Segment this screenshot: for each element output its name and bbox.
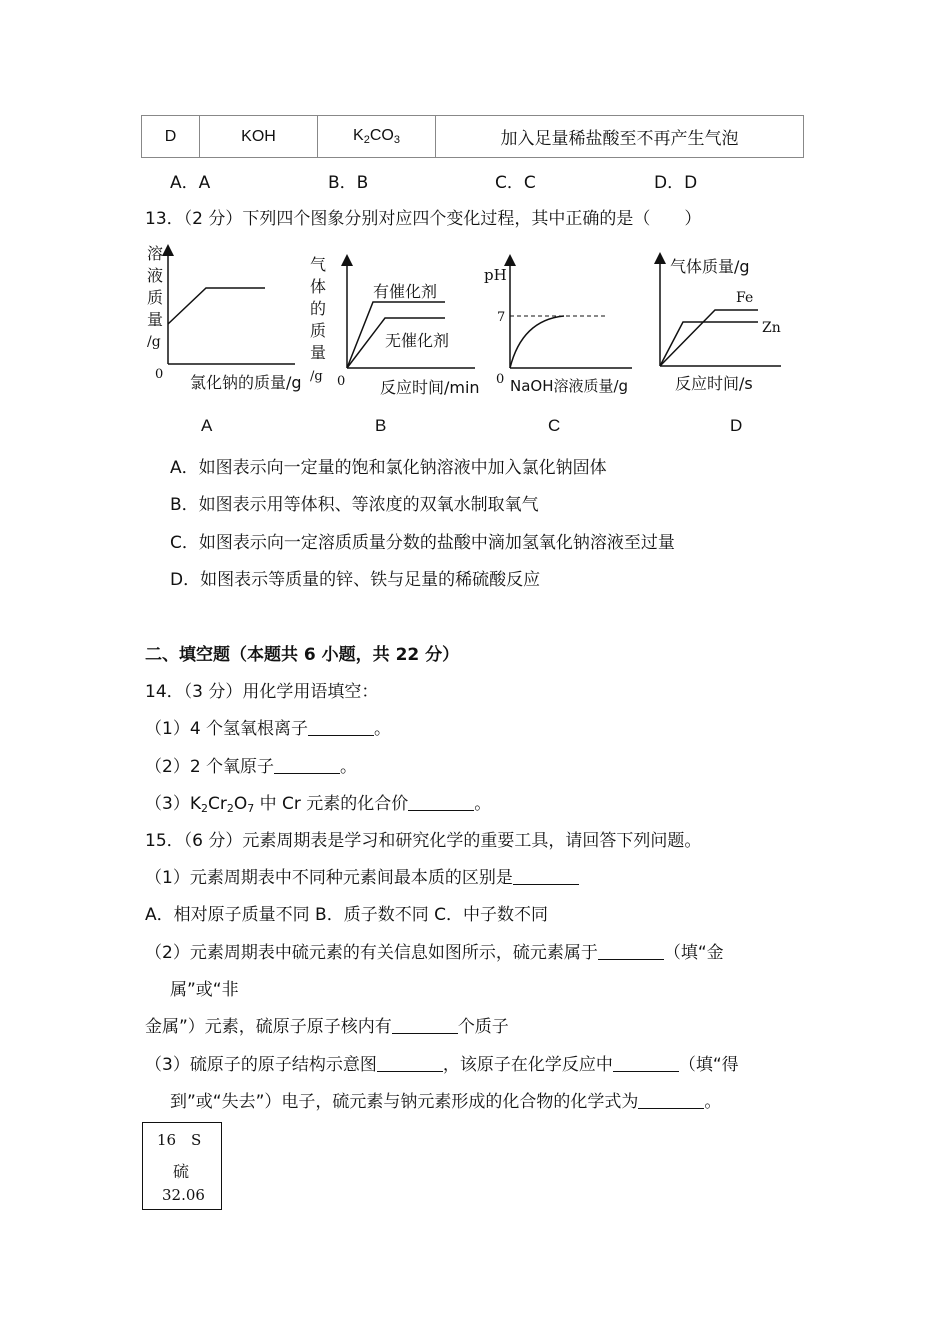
graph-a-ylabel-1: 溶 — [147, 244, 164, 263]
graph-b-ylabel-1: 气 — [310, 255, 327, 274]
graph-b-xlabel: 反应时间/min — [380, 378, 480, 397]
table-row — [142, 116, 804, 158]
graph-caption-a: A — [201, 416, 213, 435]
graph-d — [648, 250, 798, 400]
graph-caption-c: C — [548, 416, 561, 435]
q15-part2-line2: 属”或“非 — [170, 980, 239, 1000]
q15-part1: （1）元素周期表中不同种元素间最本质的区别是 — [145, 863, 579, 888]
answer-blank[interactable] — [613, 1055, 679, 1072]
graph-d-label-zn: Zn — [762, 320, 781, 336]
graph-b-label-catalyst: 有催化剂 — [373, 282, 438, 301]
answer-blank[interactable] — [408, 794, 474, 811]
answer-blank[interactable] — [513, 868, 579, 885]
graph-caption-b: B — [375, 416, 387, 435]
table-cell-method: 加入足量稀盐酸至不再产生气泡 — [436, 116, 804, 158]
q13-option-c: C．如图表示向一定溶质质量分数的盐酸中滴加氢氧化钠溶液至过量 — [170, 533, 675, 553]
graph-a-ylabel-5: /g — [147, 334, 161, 350]
q14-part2: （2）2 个氧原子 。 — [145, 757, 358, 777]
answer-blank[interactable] — [392, 1017, 458, 1034]
graph-caption-d: D — [730, 416, 743, 435]
section-title: 二、填空题（本题共 6 小题，共 22 分） — [145, 645, 460, 665]
q13-option-b: B．如图表示用等体积、等浓度的双氧水制取氧气 — [170, 495, 539, 515]
graph-b-origin: 0 — [337, 374, 346, 389]
q14-part3: $(3)K_2Cr_2O_7$ 中 Cr 元素的化合价 。 — [145, 794, 492, 815]
graph-b-label-nocatalyst: 无催化剂 — [385, 331, 450, 350]
graph-c-ref-label: 7 — [497, 310, 506, 325]
graph-c-curve — [510, 316, 564, 368]
table-cell-substance: KOH — [200, 116, 318, 158]
q14-part1: （1）4 个氢氧根离子 。 — [145, 719, 392, 739]
q15-part2-line3: 金属”）元素，硫原子原子核内有 个质子 — [145, 1017, 509, 1037]
graph-c-ylabel: pH — [484, 266, 507, 284]
q12-choice-d: D．D — [654, 173, 698, 193]
graph-a-ylabel-2: 液 — [147, 266, 164, 285]
graph-c-origin: 0 — [496, 372, 505, 387]
graph-d-ylabel: 气体质量/g — [670, 257, 750, 276]
q12-choice-b: B．B — [328, 173, 369, 193]
q13-stem: 13．（2 分）下列四个图象分别对应四个变化过程，其中正确的是（ ） — [145, 209, 702, 229]
answer-blank[interactable] — [274, 757, 340, 774]
answer-blank[interactable] — [638, 1092, 704, 1109]
element-symbol: S — [191, 1131, 202, 1149]
q15-part1-options: A．相对原子质量不同 B．质子数不同 C．中子数不同 — [145, 905, 548, 925]
options-table — [141, 115, 804, 158]
graph-b-ylabel-3: 的 — [310, 299, 327, 318]
graph-b-ylabel-6: /g — [310, 369, 323, 384]
graph-d-label-fe: Fe — [736, 290, 754, 306]
graph-b — [305, 250, 490, 400]
graph-a-xlabel: 氯化钠的质量/g — [190, 373, 302, 392]
answer-blank[interactable] — [308, 719, 374, 736]
q15-stem: 15．（6 分）元素周期表是学习和研究化学的重要工具，请回答下列问题。 — [145, 831, 702, 851]
q15-part3-line1: （3）硫原子的原子结构示意图 ，该原子在化学反应中 （填“得 — [145, 1055, 739, 1075]
q13-option-d: D．如图表示等质量的锌、铁与足量的稀硫酸反应 — [170, 570, 541, 590]
graph-a — [140, 238, 310, 398]
graph-d-xlabel: 反应时间/s — [675, 374, 753, 393]
element-mass: 32.06 — [162, 1186, 205, 1204]
graph-a-origin: 0 — [155, 367, 164, 382]
graph-d-curve-zn — [660, 322, 758, 366]
graph-a-curve — [168, 288, 265, 324]
graph-b-ylabel-4: 质 — [310, 321, 327, 340]
graph-a-ylabel-3: 质 — [147, 288, 164, 307]
table-cell-option: D — [142, 116, 200, 158]
q14-stem: 14．（3 分）用化学用语填空： — [145, 682, 379, 702]
q12-choice-a: A．A — [170, 173, 211, 193]
q12-choice-c: C．C — [495, 173, 536, 193]
answer-blank[interactable] — [377, 1055, 443, 1072]
element-number: 16 — [157, 1131, 177, 1149]
table-cell-impurity: $K_2CO_3$ — [318, 116, 436, 158]
element-card — [142, 1122, 222, 1210]
answer-blank[interactable] — [598, 943, 664, 960]
graph-b-ylabel-5: 量 — [310, 343, 327, 362]
q13-option-a: A．如图表示向一定量的饱和氯化钠溶液中加入氯化钠固体 — [170, 458, 607, 478]
q15-part3-line2: 到”或“失去”）电子，硫元素与钠元素形成的化合物的化学式为 。 — [170, 1092, 722, 1112]
graph-a-ylabel-4: 量 — [147, 310, 164, 329]
q15-part2-line1: （2）元素周期表中硫元素的有关信息如图所示，硫元素属于 （填“金 — [145, 943, 724, 963]
graph-b-ylabel-2: 体 — [310, 277, 327, 296]
graph-c-xlabel: NaOH溶液质量/g — [510, 377, 629, 395]
graph-c — [482, 250, 657, 400]
element-name: 硫 — [173, 1162, 190, 1181]
